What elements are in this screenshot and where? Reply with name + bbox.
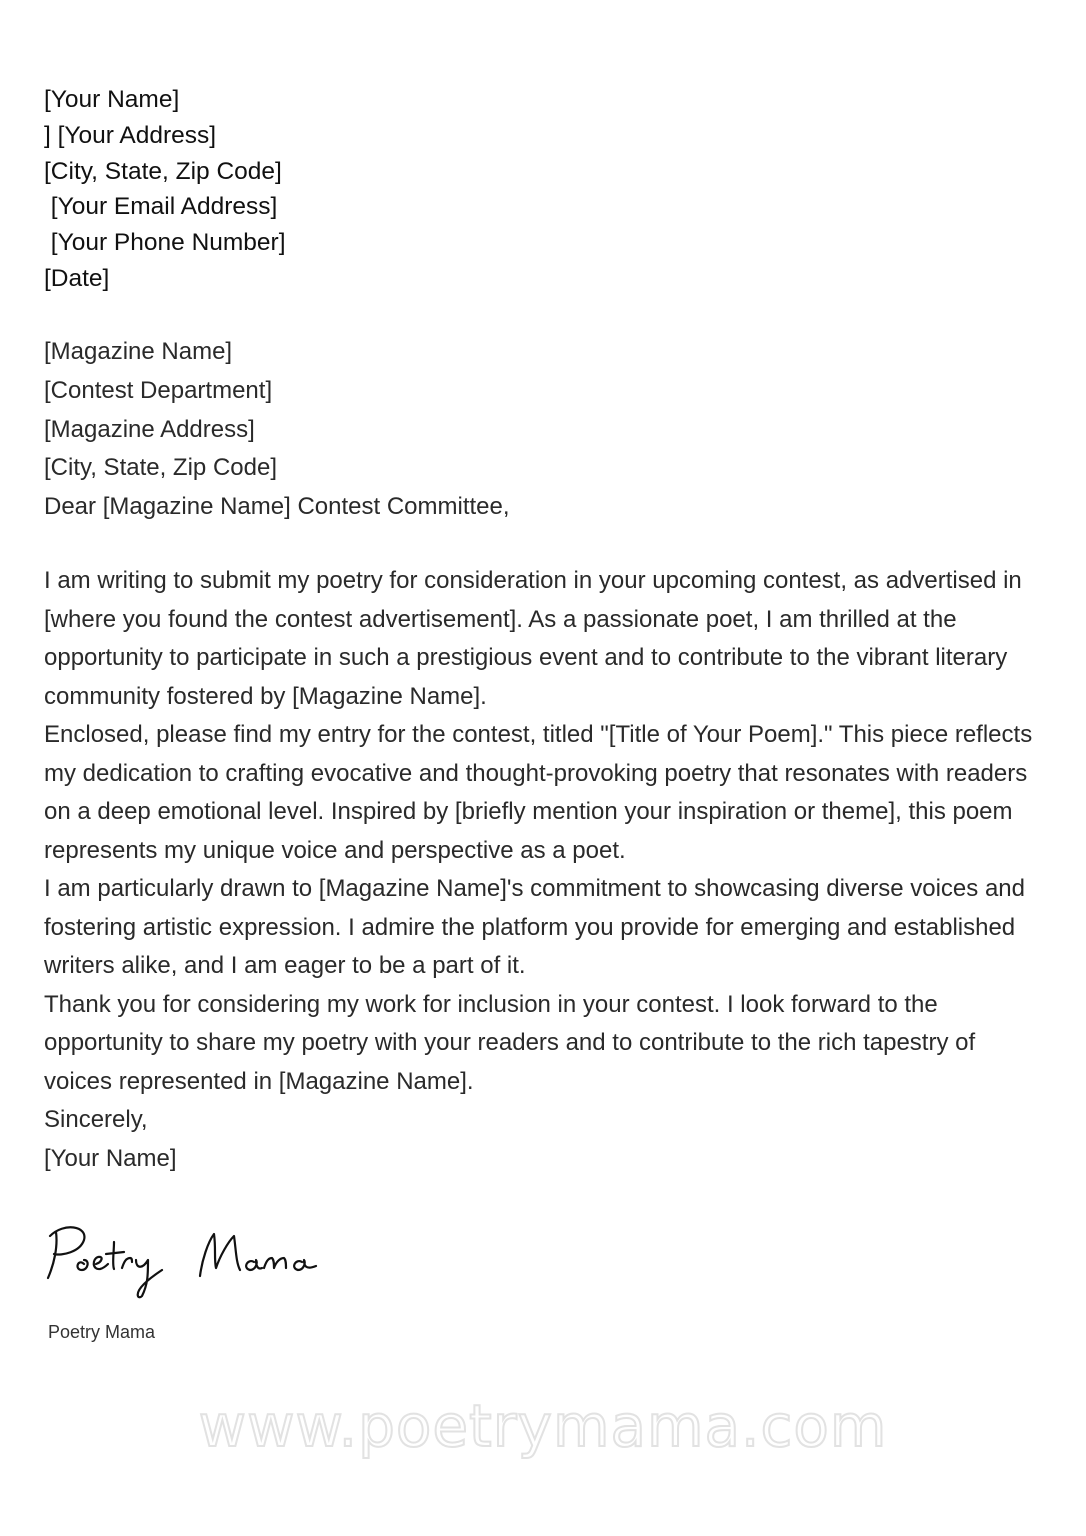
body-paragraph: Enclosed, please find my entry for the contest, titled "[Title of Your Poem]." This piece reflects my dedication to crafting evocative and thought-provoking poetry that resonates with readers on a deep emotional level. Inspired by [briefly mention your inspiration or theme], this poem represents my unique voice and perspective as a poet. <box>44 721 1033 864</box>
sender-block <box>44 82 286 297</box>
sender-email: [Your Email Address] <box>44 193 278 221</box>
body-paragraph: I am writing to submit my poetry for consideration in your upcoming contest, as advertised in [where you found the contest advertisement]. As a passionate poet, I am thrilled at the opportunity to participate in such a prestigious event and to contribute to the vibrant literary community fostered by [Magazine Name]. <box>44 567 1022 710</box>
website-watermark: www.poetrymama.com <box>198 1392 888 1460</box>
sender-phone: [Your Phone Number] <box>44 229 286 257</box>
recipient-address: [Magazine Address] <box>44 415 255 443</box>
sender-name: [Your Name] <box>44 86 180 113</box>
body-paragraph: I am particularly drawn to [Magazine Name]'s commitment to showcasing diverse voices and fostering artistic expression. I admire the platform you provide for emerging and established writers alike, and I am eager to be a part of it. <box>44 875 1025 979</box>
recipient-block <box>44 333 510 527</box>
sender-address: ] [Your Address] <box>44 121 217 149</box>
body-paragraph: Thank you for considering my work for inclusion in your contest. I look forward to the opportunity to share my poetry with your readers and to contribute to the rich tapestry of voices represented in [Magazine Name]. <box>44 990 976 1095</box>
recipient-magazine-name: [Magazine Name] <box>44 338 233 365</box>
letter-date: [Date] <box>44 264 110 292</box>
signer-name: Poetry Mama <box>48 1322 156 1342</box>
handwritten-signature <box>44 1212 344 1302</box>
recipient-city-state-zip: [City, State, Zip Code] <box>44 454 277 482</box>
sender-city-state-zip: [City, State, Zip Code] <box>44 157 282 185</box>
salutation: Dear [Magazine Name] Contest Committee, <box>44 493 510 521</box>
recipient-department: [Contest Department] <box>44 376 273 404</box>
closing-name: [Your Name] <box>44 1144 177 1172</box>
closing: Sincerely, <box>44 1106 148 1133</box>
letter-body <box>44 562 1034 1178</box>
